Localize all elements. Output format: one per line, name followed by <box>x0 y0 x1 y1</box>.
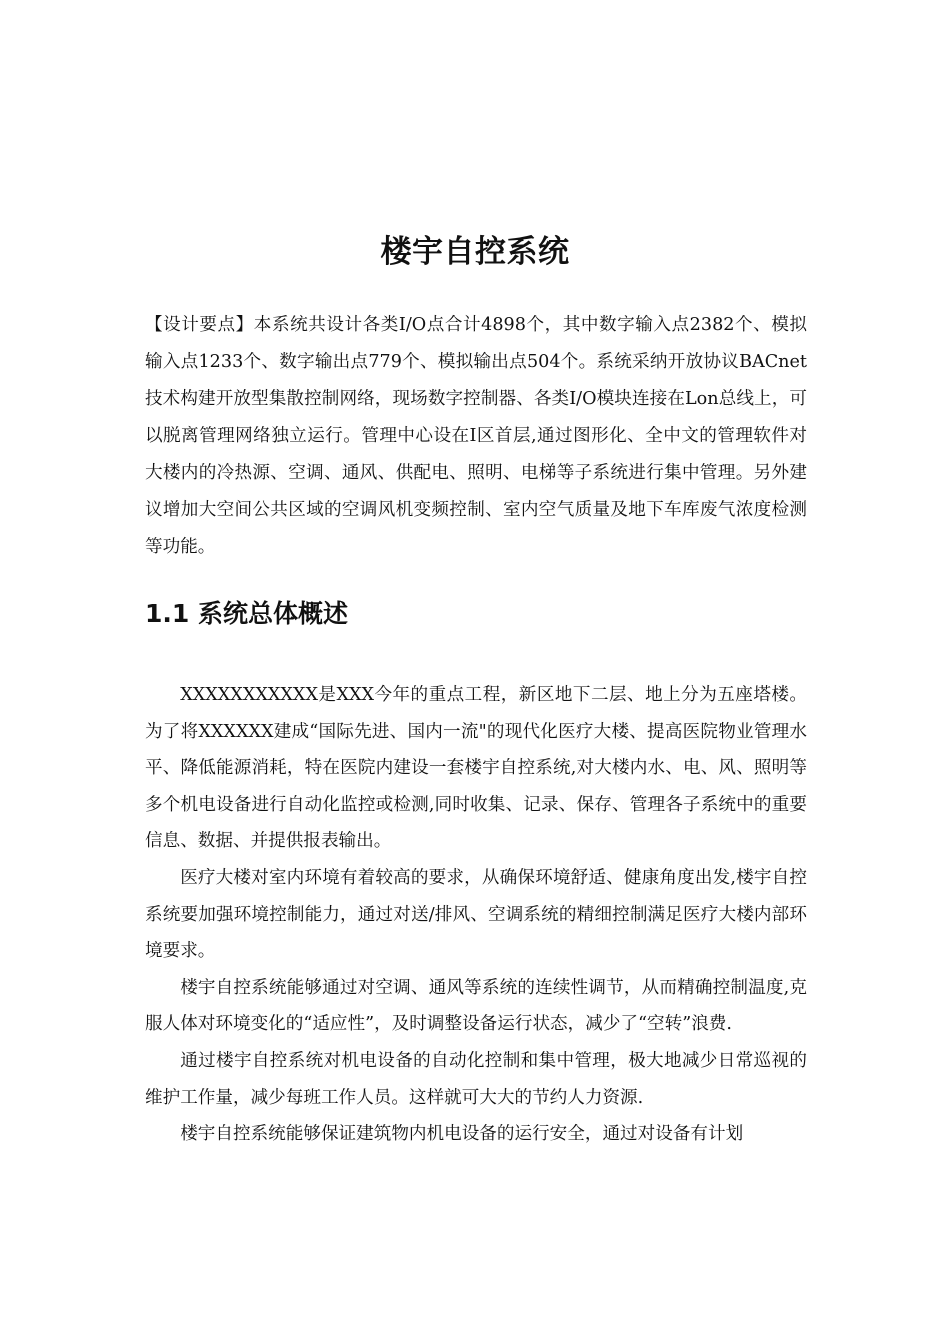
body-paragraph-temperature: 楼宇自控系统能够通过对空调、通风等系统的连续性调节，从而精确控制温度,克服人体对环境变化的“适应性”，及时调整设备运行状态，减少了“空转”浪费. <box>145 977 807 1035</box>
document-title: 楼宇自控系统 <box>380 234 570 270</box>
design-summary-paragraph: 【设计要点】本系统共设计各类I/O点合计4898个，其中数字输入点2382个、模拟输入点1233个、数字输出点779个、模拟输出点504个。系统采纳开放协议BACnet技术构建开放型集散控制网络，现场数字控制器、各类I/O模块连接在Lon总线上，可以脱离管理网络独立运行。管理中心设在I区首层,通过图形化、全中文的管理软件对大楼内的冷热源、空调、通风、供配电、照明、电梯等子系统进行集中管理。另外建议增加大空间公共区域的空调风机变频控制、室内空气质量及地下车库废气浓度检测等功能。 <box>145 315 807 557</box>
body-paragraph-management: 通过楼宇自控系统对机电设备的自动化控制和集中管理，极大地减少日常巡视的维护工作量，减少每班工作人员。这样就可大大的节约人力资源. <box>145 1050 807 1108</box>
body-paragraph-overview: XXXXXXXXXXX是XXX今年的重点工程，新区地下二层、地上分为五座塔楼。为了将XXXXXX建成“国际先进、国内一流"的现代化医疗大楼、提高医院物业管理水平、降低能源消耗，特在医院内建设一套楼宇自控系统,对大楼内水、电、风、照明等多个机电设备进行自动化监控或检测,同时收集、记录、保存、管理各子系统中的重要信息、数据、并提供报表输出。 <box>145 685 807 852</box>
body-paragraph-safety: 楼宇自控系统能够保证建筑物内机电设备的运行安全，通过对设备有计划 <box>180 1124 744 1145</box>
section-heading: 1.1 系统总体概述 <box>145 599 348 628</box>
section-body <box>145 677 807 1153</box>
body-paragraph-environment: 医疗大楼对室内环境有着较高的要求，从确保环境舒适、健康角度出发,楼宇自控系统要加强环境控制能力，通过对送/排风、空调系统的精细控制满足医疗大楼内部环境要求。 <box>145 867 807 962</box>
